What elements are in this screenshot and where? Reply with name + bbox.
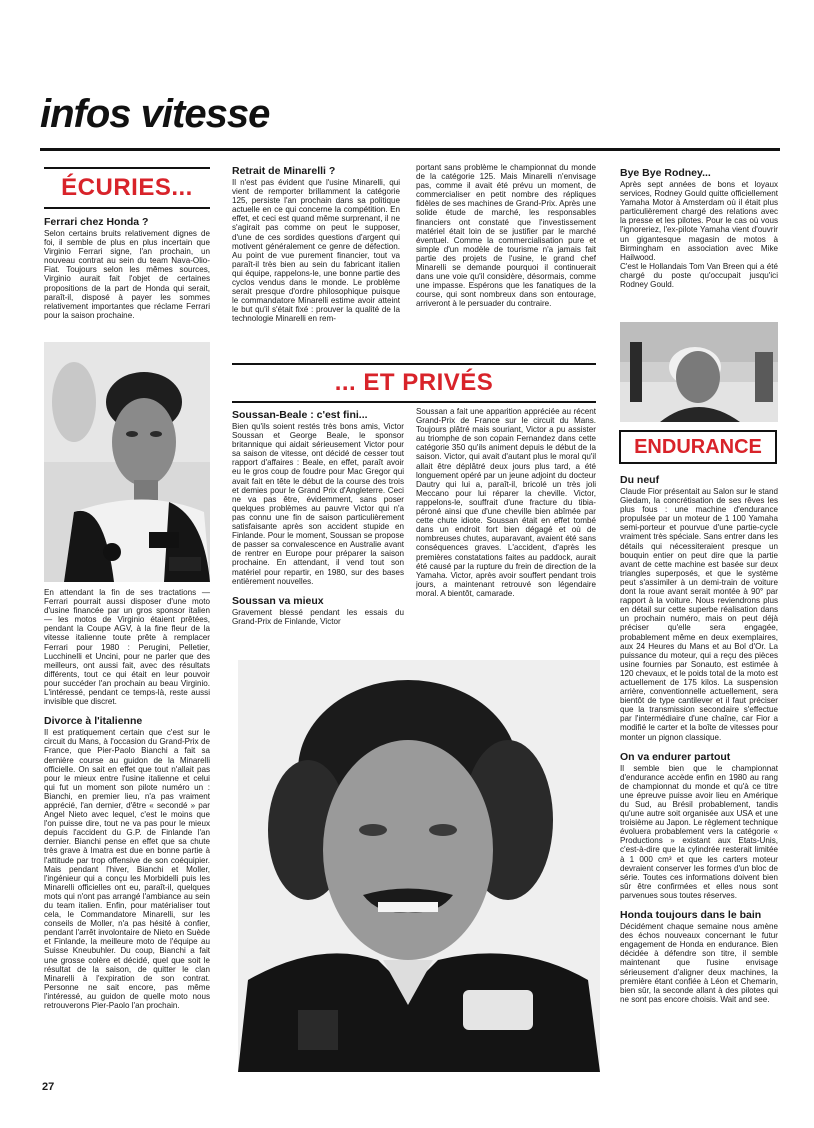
paragraph-on-va-endurer-partout: Il semble bien que le championnat d'endurance accède enfin en 1980 au rang de championnat du monde et qu'à ce titre une épreuve puisse avoir lieu en Amérique du Sud, au Brésil probablement, tandis qu'une autre soit organisée aux USA et une troisième au Japon. Le règlement technique évoluera probablement vers la catégorie « Productions » existant aux Etats-Unis, c'est-à-dire que la cylindrée resterait limitée à 1 000 cm³ et que les carters moteur devraient conserver les formes d'un bloc de série. Toutes ces informations doivent bien sûr être confirmées et elles nous sont parvenues sous toutes réserves. [620, 763, 778, 900]
column-1-top [44, 214, 210, 339]
headline-soussan-va-mieux: Soussan va mieux [232, 594, 324, 607]
headline-divorce-italienne: Divorce à l'italienne [44, 715, 143, 728]
paragraph-bye-bye-rodney: Après sept années de bons et loyaux services, Rodney Gould quitte officiellement Yamaha Motor à Amsterdam où il était plus particulièrement chargé des relations avec la presse et les pilotes. Pour le cas où vous l'ignoreriez, l'ex-pilote Yamaha vient d'ouvrir un gigantesque magasin de motos à Birmingham en association avec Mike Hailwood. [620, 180, 778, 262]
paragraph-soussan-suite: Soussan a fait une apparition appréciée au récent Grand-Prix de France sur le circuit du Mans. Toujours plâtré mais souriant, Victor a pu assister au triomphe de son copain Fernandez dans cette catégorie 350 qu'ils animent depuis le début de la saison. Victor, qui avait d'autant plus le moral qu'il allait être déplâtré deux jours plus tard, a été longuement opéré par un jeune adjoint du docteur Dautry qui lui a, paraît-il, bricolé un très joli Meccano pour lui réparer la cheville. Victor, rappelons-le, souffrait d'une fracture du tibia-péroné ainsi que d'une cheville bien abîmée par cette chute idiote. Soussan était en effet tombé dans un endroit fort bien dégagé et où de nombreuses chutes, auparavant, avaient été sans conséquences graves. L'accident, d'après les premières constatations faites au paddock, aurait été causé par la rupture du frein de direction de la Yamaha. Victor, après avoir souffert pendant trois jours, a maintenant retrouvé son légendaire moral. A bientôt, camarade. [416, 407, 596, 598]
masthead-title: infos vitesse [40, 92, 270, 136]
paragraph-soussan-va-mieux: Gravement blessé pendant les essais du Grand-Prix de Finlande, Victor [232, 607, 404, 626]
photo-virginio-ferrari [44, 342, 210, 582]
headline-du-neuf: Du neuf [620, 474, 660, 486]
column-1-bottom [44, 588, 210, 1076]
paragraph-divorce-italienne: Il est pratiquement certain que c'est sur le circuit du Mans, à l'occasion du Grand-Prix de France, que Pier-Paolo Bianchi a fait sa dernière course au guidon de la Minarelli officielle. On sait en effet que tout n'allait pas pour le mieux entre l'usine italienne et celui qui fut un moment son pilote numéro un : Bianchi, en premier lieu, n'a pas vraiment apprécié, l'an dernier, d'être « secondé » par Angel Nieto avec lequel, c'est le moins que l'on puisse dire, tout ne va pas pour le mieux depuis l'accident du G.P. de Finlande l'an dernier. Bianchi pense en effet que sa chute très grave à Imatra est due en bonne partie à l'attitude par trop offensive de son coéquipier. Mais pendant l'hiver, Bianchi et Moller, l'ingénieur qui a conçu les Morbidelli puis les Minarelli officielles ont eu, paraît-il, quelques mots qui n'ont pas arrangé l'ambiance au sein du team italien. Enfin, pour matérialiser tout cela, le Commandatore Minarelli, sur les conseils de Moller, n'a pas hésité à confier, pendant l'arrêt involontaire de Nieto en Suède et Finlande, la meilleure moto de l'équipe au Suisse Kneubuhler. Du coup, Bianchi a fait une grosse colère et décidé, quel que soit le résultat de la saison, de quitter le clan Minarelli à l'expiration de son contrat. Personne ne sait encore, pas même l'intéressé, au guidon de quelle moto nous retrouverons Pier-Paolo l'an prochain. [44, 728, 210, 1011]
column-prives-right [416, 407, 596, 653]
headline-retrait-minarelli: Retrait de Minarelli ? [232, 165, 336, 177]
paragraph-minarelli-suite: portant sans problème le championnat du monde de la catégorie 125. Mais Minarelli n'envisage pas, comme il avait été prévu un moment, de commercialiser en petit nombre des répliques fidèles de ses machines de Grand-Prix. Après une solide étude de marché, les responsables financiers ont constaté que l'investissement matériel était loin de se justifier par le marché éventuel. Comme la commercialisation pure et simple d'un modèle de tourisme n'a jamais fait partie des projets de l'usine, le grand chef Minarelli se demande pourquoi il continuerait dans une voie qu'il considère, désormais, comme une impasse. Espérons que les fanatiques de la course, qui sont nombreux dans son entourage, arriveront à le persuader du contraire. [416, 163, 596, 309]
column-4-bottom [620, 472, 778, 1072]
prives-heading: ... ET PRIVÉS [334, 369, 494, 396]
ecuries-heading: ÉCURIES... [61, 174, 193, 201]
endurance-heading-box [619, 430, 777, 464]
ecuries-rule-bottom [44, 207, 210, 209]
paragraph-du-neuf: Claude Fior présentait au Salon sur le stand Giedam, la concrétisation de ses rêves les plus fous : une machine d'endurance propulsée par un moteur de 1 100 Yamaha semi-porteur et pourvue d'une partie-cycle vraiment très spéciale. Sans entrer dans les détails qui nécessiteraient presque un bouquin entier on peut dire que la partie avant de cette machine est basée sur deux triangles superposés, et que le système peut s'assimiler à un demi-train de voiture dont la roue avant serait montée à 90° par rapport à la voiture. Nous reviendrons plus en détail sur cette superbe réalisation dans un prochain numéro, mais on peut déjà préciser qu'elle sera engagée, probablement même en deux exemplaires, aux 24 Heures du Mans et au Bol d'Or. La puissance du moteur, qui a reçu des pièces usine fournies par Sonauto, est estimée à 120 chevaux, et le poids total de la moto est actuellement de 175 kilos. La suspension arrière, conventionnelle actuellement, sera bientôt de type cantilever et il faut préciser que la transmission secondaire s'effectue par l'intermédiaire d'une chaîne, car Fior a modifié le carter et la boîte de vitesses pour monter un pignon classique. [620, 487, 778, 742]
masthead-rule [40, 148, 780, 151]
paragraph-ferrari-tractations: En attendant la fin de ses tractations — Ferrari pourrait aussi disposer d'une moto d'usine financée par un gros sponsor italien — les motos de Virginio étaient prêtées, pendant la Coupe AGV, à la fine fleur de la vitesse italienne toute prête à remplacer Ferrari pour 1980 : Perugini, Pelletier, Lucchinelli et Uncini, pour ne parler que des meilleurs, ont aussi fait, avec des résultats différents, tout ce qui était en leur pouvoir pour succéder l'an prochain au beau Virginio. L'intéressé, pendant ce temps-là, reste aussi invisible que discret. [44, 588, 210, 707]
headline-bye-bye-rodney: Bye Bye Rodney... [620, 167, 711, 179]
column-2 [232, 163, 400, 363]
paragraph-soussan-beale: Bien qu'ils soient restés très bons amis, Victor Soussan et George Beale, le sponsor britannique qui aidait sérieusement Victor pour sa saison de vitesse, ont décidé de cesser tout rapport d'affaires : Beale, en effet, paraît avoir eu le gros coup de foudre pour Mac Gregor qui avait fait en tête le début de la course des trois et demies pour le Grand Prix d'Angleterre. Ceci ne va pas être, évidemment, sans poser quelques problèmes au pauvre Victor qui n'a pas connu une fin de saison particulièrement satisfaisante après son accident stupide en Finlande. Pour le moment, Soussan se propose de passer sa convalescence en Australie avant de rentrer en Europe pour préparer la saison prochaine. En attendant, il vend tout son matériel pour repartir, en 1980, sur des bases entièrement nouvelles. [232, 422, 404, 586]
prives-rule-top [232, 363, 596, 365]
page-number: 27 [42, 1081, 55, 1093]
paragraph-honda-toujours-dans-le-bain: Décidément chaque semaine nous amène des échos nouveaux concernant le futur engagement de Honda en endurance. Bien décidée à défendre son titre, il semble maintenant que l'usine envisage sérieusement d'aligner deux machines, la première étant confiée à Léon et Chemarin, bien sûr, la seconde allant à des pilotes qui ne sont pas encore choisis. Wait and see. [620, 922, 778, 1004]
column-3 [416, 163, 596, 363]
headline-ferrari-honda: Ferrari chez Honda ? [44, 216, 149, 228]
paragraph-ferrari-honda: Selon certains bruits relativement dignes de foi, il semble de plus en plus incertain que Virginio Ferrari signe, l'an prochain, un nouveau contrat au sein du team Nava-Olio-Fiat. Toujours selon les mêmes sources, Virginio aurait fait l'objet de certaines propositions de la part de Honda qui serait, paraît-il, disposé à payer les sommes relativement importantes que réclame Ferrari pour la saison prochaine. [44, 229, 210, 320]
photo-rodney-gould [620, 322, 778, 422]
photo-victor-soussan [238, 660, 600, 1072]
prives-rule-bottom [232, 401, 596, 403]
endurance-heading: ENDURANCE [634, 435, 762, 458]
ecuries-rule-top [44, 167, 210, 169]
column-4-top [620, 165, 778, 313]
headline-honda-toujours-dans-le-bain: Honda toujours dans le bain [620, 909, 762, 922]
headline-soussan-beale: Soussan-Beale : c'est fini... [232, 409, 368, 421]
paragraph-tom-van-breen: C'est le Hollandais Tom Van Breen qui a été chargé du poste qu'occupait jusqu'ici Rodney Gould. [620, 261, 778, 290]
headline-on-va-endurer-partout: On va endurer partout [620, 750, 731, 763]
paragraph-retrait-minarelli: Il n'est pas évident que l'usine Minarelli, qui vient de remporter brillamment la catégorie 125, persiste l'an prochain dans sa politique actuelle en ce qui concerne la compétition. En effet, et ceci est quand même surprenant, il ne s'agirait pas comme on peut le supposer, d'une de ces sordides questions d'argent qui motivent généralement ce genre de défection. Au point de vue purement financier, tout va paraît-il très bien au sein du fabricant italien qui équipe, rappelons-le, une bonne partie des cyclos vendus dans le monde. Le problème serait presque d'ordre philosophique puisque le commandatore Minarelli estime avoir atteint le but qu'il s'était fixé : prouver la qualité de la technologie Minarelli en rem- [232, 178, 400, 324]
column-prives-left [232, 407, 404, 653]
